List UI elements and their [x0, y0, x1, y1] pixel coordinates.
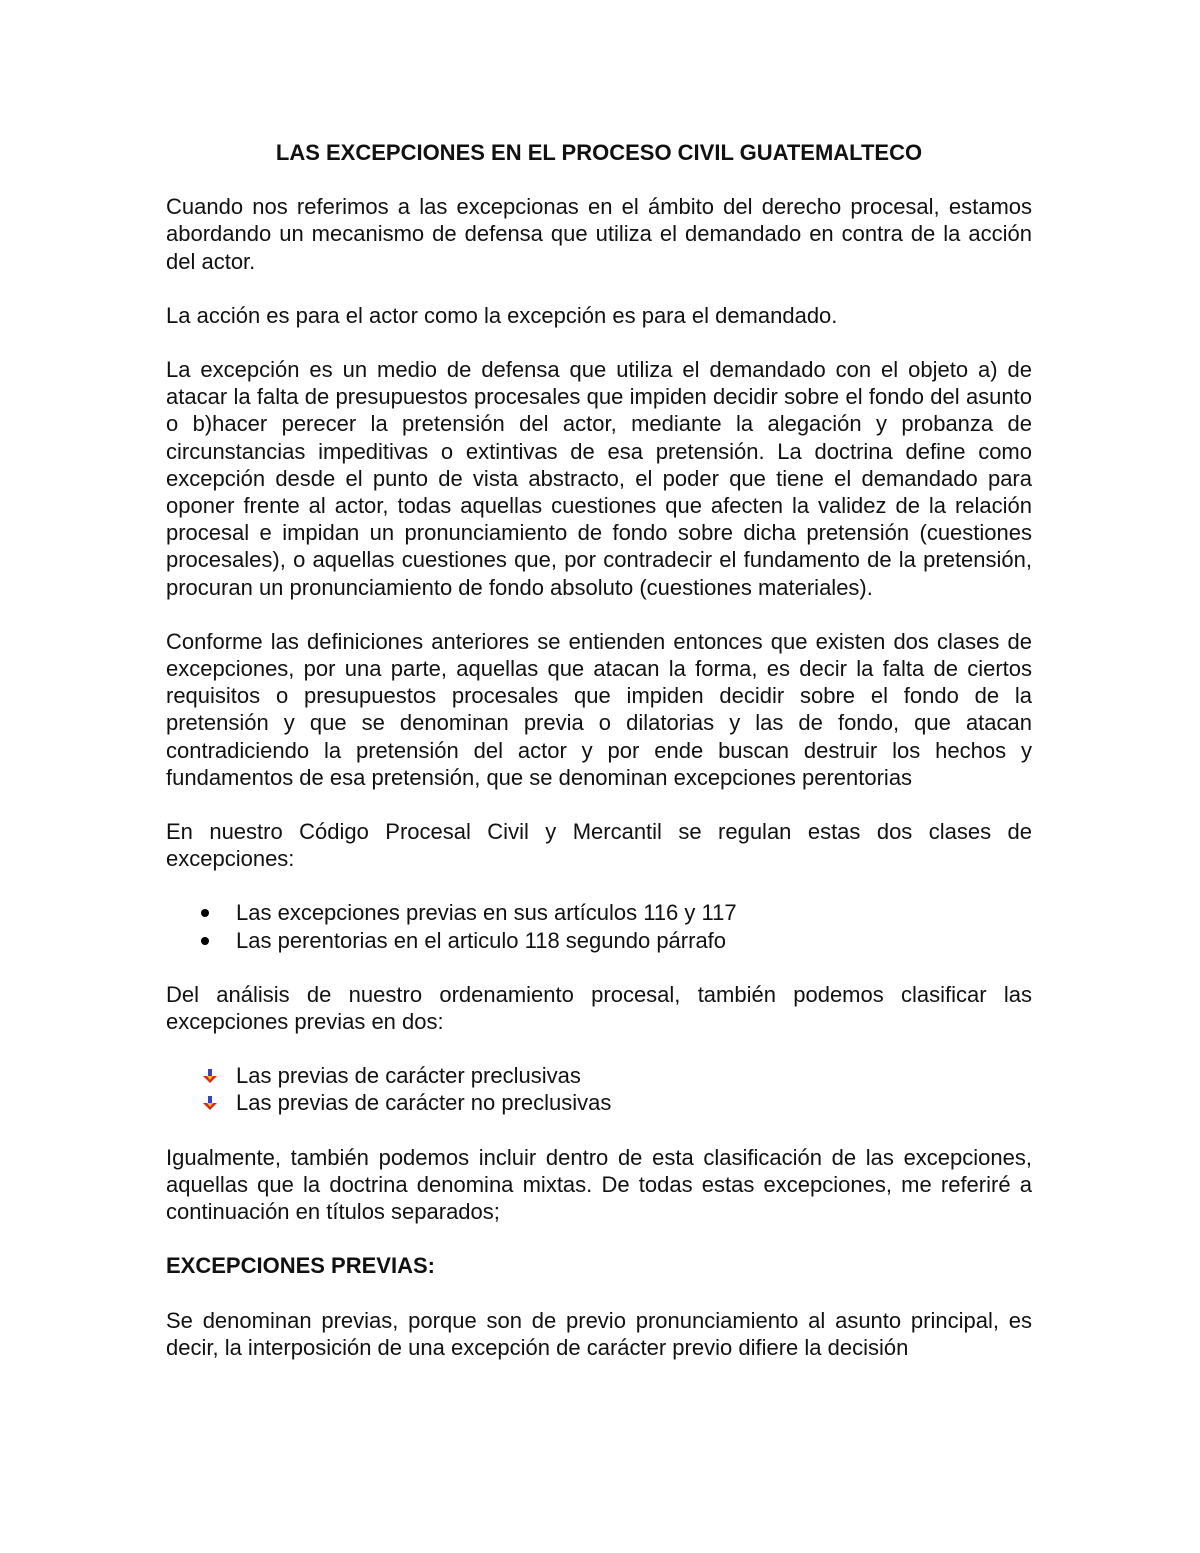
bullet-icon: [201, 937, 209, 945]
paragraph-previas: Se denominan previas, porque son de previo pronunciamiento al asunto principal, es decir, la interposición de una excepción de carácter previo difiere la decisión: [166, 1307, 1032, 1360]
arrow-list: [166, 1062, 1032, 1116]
list-item-text: Las excepciones previas en sus artículos 116 y 117: [236, 900, 737, 926]
down-arrow-icon: [202, 1068, 218, 1084]
bullet-icon: [201, 909, 209, 917]
list-item: [166, 1089, 1032, 1116]
paragraph-action: La acción es para el actor como la excepción es para el demandado.: [166, 302, 838, 328]
list-item: [166, 899, 1032, 926]
section-heading: EXCEPCIONES PREVIAS:: [166, 1253, 435, 1279]
paragraph-definition: La excepción es un medio de defensa que utiliza el demandado con el objeto a) de atacar la falta de presupuestos procesales que impiden decidir sobre el fondo del asunto o b)hacer perecer la pretensión del actor, mediante la alegación y probanza de circunstancias impeditivas o extintivas de esa pretensión. La doctrina define como excepción desde el punto de vista abstracto, el poder que tiene el demandado para oponer frente al actor, todas aquellas cuestiones que afecten la validez de la relación procesal e impidan un pronunciamiento de fondo sobre dicha pretensión (cuestiones procesales), o aquellas cuestiones que, por contradecir el fundamento de la pretensión, procuran un pronunciamiento de fondo absoluto (cuestiones materiales).: [166, 357, 1032, 600]
list-item-text: Las perentorias en el articulo 118 segundo párrafo: [236, 927, 727, 953]
down-arrow-icon: [202, 1095, 218, 1111]
paragraph-mixed: Igualmente, también podemos incluir dentro de esta clasificación de las excepciones, aquellas que la doctrina denomina mixtas. De todas estas excepciones, me referiré a continuación en títulos separados;: [166, 1144, 1032, 1225]
paragraph-intro: Cuando nos referimos a las excepcionas en el ámbito del derecho procesal, estamos abordando un mecanismo de defensa que utiliza el demandado en contra de la acción del actor.: [166, 194, 1032, 274]
document-page: [166, 139, 1032, 1388]
paragraph-classes: Conforme las definiciones anteriores se entienden entonces que existen dos clases de excepciones, por una parte, aquellas que atacan la forma, es decir la falta de ciertos requisitos o presupuestos procesales que impiden decidir sobre el fondo de la pretensión y que se denominan previa o dilatorias y las de fondo, que atacan contradiciendo la pretensión del actor y por ende buscan destruir los hechos y fundamentos de esa pretensión, que se denominan excepciones perentorias: [166, 628, 1032, 790]
paragraph-analysis: Del análisis de nuestro ordenamiento procesal, también podemos clasificar las excepciones previas en dos:: [166, 981, 1032, 1035]
document-title: LAS EXCEPCIONES EN EL PROCESO CIVIL GUATEMALTECO: [275, 140, 923, 165]
list-item: [166, 1062, 1032, 1089]
list-item-text: Las previas de carácter no preclusivas: [236, 1090, 612, 1116]
paragraph-code: En nuestro Código Procesal Civil y Mercantil se regulan estas dos clases de excepciones:: [166, 819, 1032, 872]
bullet-list: [166, 899, 1032, 953]
list-item-text: Las previas de carácter preclusivas: [236, 1063, 581, 1089]
list-item: [166, 927, 1032, 954]
